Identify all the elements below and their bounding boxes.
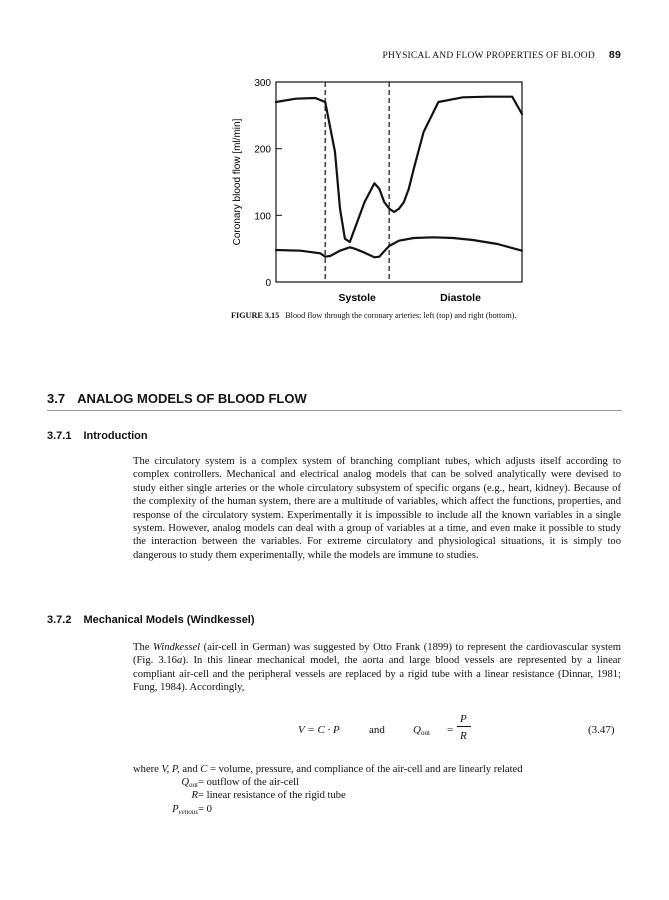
def-description: = outflow of the air-cell [198, 777, 300, 788]
phase-label-systole: Systole [338, 292, 376, 304]
introduction-paragraph: The circulatory system is a complex system of branching compliant tubes, which adjusts itself according to complex controllers. Mechanical and electrical analog models that can be solved analytically were devised to study either single arteries or the whole circulatory subsystem of specific organs (e.g., heart, kidney). Because of the complexity of the human system, there are a multitude of variables, which affect the functions, properties, and response of the circulatory system. Experimentally it is impossible to include all the known variables in a single system. However, analog models can deal with a group of variables at a time, and even make it possible to study the interaction between the variables. For extreme circulatory and physiological situations, it is simply too dangerous to study them experimentally, while the models are immune to studies. [133, 456, 621, 561]
section-number: 3.7 [47, 391, 66, 406]
text-run: and [179, 764, 201, 775]
subsection-heading-introduction [47, 430, 148, 442]
text-run: ). In this linear mechanical model, the aorta and large blood vessels are represented by a linear compliant air-cell and the peripheral vessels are replaced by a rigid tube with a linear resistance (Dinnar, 1981; Fung, 1984). Accordingly, [133, 655, 621, 694]
subsection-title: Introduction [83, 430, 148, 442]
subsection-number: 3.7.1 [47, 430, 72, 442]
subsection-number: 3.7.2 [47, 614, 72, 626]
series-line-left-coronary [276, 97, 522, 242]
section-heading [47, 391, 307, 406]
equation-denominator: R [460, 730, 467, 742]
windkessel-paragraph [133, 641, 621, 695]
coronary-flow-chart [228, 74, 548, 310]
page-number: 89 [608, 49, 621, 61]
series-line-right-coronary [276, 237, 522, 257]
text-run: The [133, 642, 154, 653]
text-run: where [133, 764, 162, 775]
definition-row [133, 776, 433, 789]
y-tick-label: 100 [254, 211, 271, 223]
q-subscript: out [420, 729, 430, 737]
equation-volume: V = C · P [298, 724, 340, 736]
y-tick-label: 0 [265, 278, 271, 289]
running-header [382, 49, 621, 61]
subsection-heading-windkessel [47, 614, 255, 626]
where-line [133, 763, 523, 776]
y-tick-label: 300 [254, 78, 271, 89]
section-title: ANALOG MODELS OF BLOOD FLOW [77, 391, 307, 406]
figure-caption-text: Blood flow through the coronary arteries: left (top) and right (bottom). [285, 311, 517, 320]
chart-plot-area [232, 78, 522, 304]
def-description: = 0 [198, 803, 212, 815]
definition-list [133, 776, 433, 816]
term-windkessel: Windkessel [153, 642, 201, 653]
variables: V, P, [161, 764, 180, 775]
running-title: PHYSICAL AND FLOW PROPERTIES OF BLOOD [382, 51, 595, 61]
def-subscript: out [189, 781, 198, 789]
section-rule [47, 410, 622, 411]
figure-ref-suffix: a [176, 655, 183, 667]
equation-and: and [369, 724, 385, 736]
def-symbol: P [172, 803, 179, 815]
fraction-bar [457, 726, 471, 727]
subsection-title: Mechanical Models (Windkessel) [83, 614, 255, 626]
y-axis-label: Coronary blood flow [ml/min] [232, 118, 243, 246]
figure-caption [231, 310, 531, 321]
q-symbol: Q [413, 724, 421, 736]
text-run: = volume, pressure, and compliance of the air-cell and are linearly related [207, 764, 523, 775]
def-symbol: Q [181, 777, 190, 788]
equation-numerator: P [460, 713, 467, 725]
variable-c: C [200, 764, 208, 775]
equation-3-47 [0, 712, 669, 752]
equation-number: (3.47) [588, 724, 615, 736]
definition-row [133, 789, 433, 802]
def-subscript: venous [178, 807, 198, 816]
y-tick-label: 200 [254, 144, 271, 156]
def-description: = linear resistance of the rigid tube [198, 790, 346, 802]
equation-equals: = [447, 724, 454, 736]
def-symbol: R [191, 790, 198, 802]
text-run: (air-cell in German) was suggested by Otto Frank (1899) to represent the cardiovascular system (Fig. 3.16 [133, 642, 621, 667]
definition-row [133, 803, 433, 816]
phase-label-diastole: Diastole [440, 292, 481, 304]
equation-flow-symbol [413, 724, 430, 737]
figure-label: FIGURE 3.15 [231, 311, 280, 320]
